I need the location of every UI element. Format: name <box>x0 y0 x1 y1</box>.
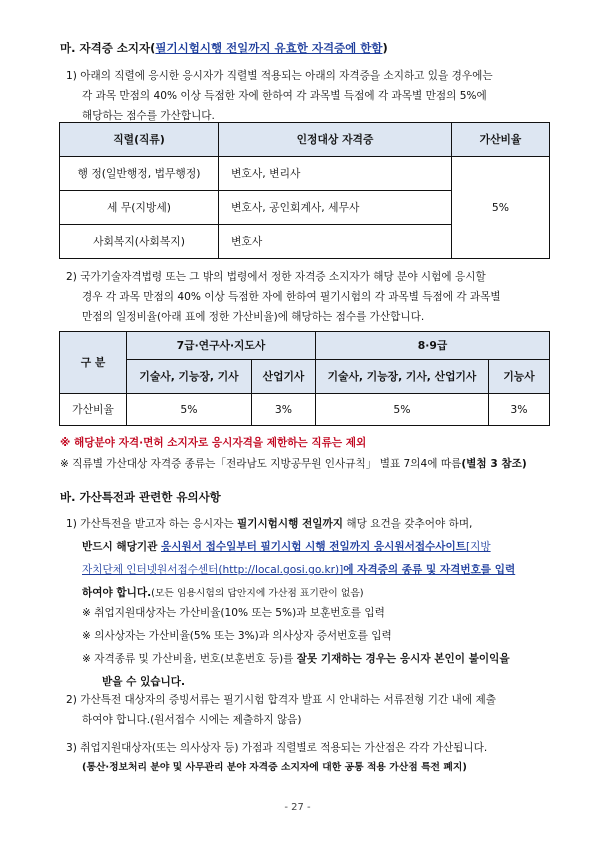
sub-notes <box>82 602 510 694</box>
table-cell-certs: 변호사, 변리사 <box>219 157 452 191</box>
item1-line: 1) 아래의 직렬에 응시한 응시자가 직렬별 적용되는 아래의 자격증을 소지하고 있을 경우에는 <box>66 70 493 82</box>
ba1-highlight: 응시원서 접수일부터 필기시험 시행 전일까지 응시원서접수사이트 <box>161 541 466 553</box>
ba1-text: (모든 임용시험의 답안지에 가산점 표기란이 없음) <box>151 588 364 599</box>
ba2-line: 2) 가산특전 대상자의 증빙서류는 필기시험 합격자 발표 시 안내하는 서류전형 기간 내에 제출 <box>66 694 496 706</box>
item2-line: 경우 각 과목 만점의 40% 이상 득점한 자에 한하여 필기시험의 각 과목별 득점에 각 과목별 <box>82 291 501 303</box>
table-cell-series: 행 정(일반행정, 법무행정) <box>60 157 219 191</box>
table-subheader: 산업기사 <box>252 360 316 394</box>
paragraph-item1 <box>66 66 556 126</box>
table-cell-series: 세 무(지방세) <box>60 191 219 225</box>
ba2-line: 하여야 합니다.(원서접수 시에는 제출하지 않음) <box>82 714 302 726</box>
sub-note-bold: 받을 수 있습니다. <box>102 676 186 688</box>
sub-note: ※ 취업지원대상자는 가산비율(10% 또는 5%)과 보훈번호를 입력 <box>82 607 385 619</box>
section-title-ma <box>60 40 388 56</box>
paragraph-ba2 <box>66 690 560 730</box>
table-header: 직렬(직류) <box>60 123 219 157</box>
table-cell-certs: 변호사, 공인회계사, 세무사 <box>219 191 452 225</box>
item2-line: 2) 국가기술자격법령 또는 그 밖의 법령에서 정한 자격증 소지자가 해당 분야 시험에 응시할 <box>66 271 486 283</box>
table-subheader: 기능사 <box>489 360 550 394</box>
ba1-highlight: 자치단체 인터넷원서접수센터( <box>82 564 223 576</box>
sub-note <box>82 648 510 671</box>
ba1-highlight: 에 자격증의 종류 및 자격번호를 입력 <box>343 564 516 576</box>
section-title-prefix: 마. 자격증 소지자( <box>60 41 156 55</box>
note-reference <box>60 454 527 474</box>
ba1-bold: 하여야 합니다. <box>82 587 152 599</box>
page-number: - 27 - <box>284 802 311 813</box>
item1-line: 해당하는 점수를 가산합니다. <box>82 110 215 122</box>
ba1-highlight: [지방 <box>466 541 491 553</box>
paragraph-ba1 <box>66 513 560 605</box>
sub-note-text: ※ 자격종류 및 가산비율, 번호(보훈번호 등)를 <box>82 653 297 665</box>
ba1-bold: 반드시 해당기관 <box>82 541 162 553</box>
table-cell-value: 3% <box>489 394 550 426</box>
site-link[interactable]: http://local.gosi.go.kr <box>222 564 335 576</box>
item1-line: 각 과목 만점의 40% 이상 득점한 자에 한하여 각 과목별 득점에 각 과목별 만점의 5%에 <box>82 90 487 102</box>
note-reference-bold: (별첨 3 참조) <box>461 458 527 470</box>
table-header-group: 7급·연구사·지도사 <box>127 332 316 360</box>
ba1-bold: 필기시험시행 전일까지 <box>236 518 344 530</box>
sub-note-bold: 잘못 기재하는 경우는 응시자 본인이 불이익을 <box>296 653 510 665</box>
section-title-ba: 바. 가산특전과 관련한 유의사항 <box>60 490 221 504</box>
sub-note: ※ 의사상자는 가산비율(5% 또는 3%)과 의사상자 증서번호를 입력 <box>82 630 392 642</box>
table-cell-certs: 변호사 <box>219 225 452 259</box>
paragraph-ba3 <box>66 738 560 778</box>
table-subheader: 기술사, 기능장, 기사, 산업기사 <box>316 360 489 394</box>
note-reference-text: ※ 직류별 가산대상 자격증 종류는「전라남도 지방공무원 인사규칙」 별표 7의4에 따름 <box>60 458 462 470</box>
table-header: 인정대상 자격증 <box>219 123 452 157</box>
ba1-highlight: )] <box>334 564 344 576</box>
section-title-suffix: ) <box>382 41 388 55</box>
section-title-highlight: 필기시험시행 전일까지 유효한 자격증에 한함 <box>155 41 383 55</box>
table-cell-rate: 5% <box>452 157 550 259</box>
ba1-text: 해당 요건을 갖추어야 하며, <box>343 518 473 530</box>
paragraph-item2 <box>66 267 556 327</box>
table-cell-value: 5% <box>316 394 489 426</box>
table-header: 가산비율 <box>452 123 550 157</box>
table-subheader: 기술사, 기능장, 기사 <box>127 360 252 394</box>
note-excluded-series: ※ 해당분야 자격·면허 소지자로 응시자격을 제한하는 직류는 제외 <box>60 437 367 449</box>
table-row-label: 가산비율 <box>60 394 127 426</box>
ba1-text: 1) 가산특전을 받고자 하는 응시자는 <box>66 518 237 530</box>
ba3-bold: (통산·정보처리 분야 및 사무관리 분야 자격증 소지자에 대한 공통 적용 가산점 특전 폐지) <box>82 762 467 773</box>
ba3-line: 3) 취업지원대상자(또는 의사상자 등) 가점과 직렬별로 적용되는 가산점은 각각 가산됩니다. <box>66 742 488 754</box>
table-cell-series: 사회복지(사회복지) <box>60 225 219 259</box>
ba1-line <box>66 536 560 559</box>
item2-line: 만점의 일정비율(아래 표에 정한 가산비율)에 해당하는 점수를 가산합니다. <box>82 311 425 323</box>
table-header-gubun: 구 분 <box>60 332 127 394</box>
bonus-rate-table <box>59 331 550 426</box>
ba1-line <box>66 559 560 582</box>
cert-table <box>59 122 550 259</box>
table-header-group: 8·9급 <box>316 332 550 360</box>
table-cell-value: 3% <box>252 394 316 426</box>
ba1-line <box>66 513 560 536</box>
table-cell-value: 5% <box>127 394 252 426</box>
